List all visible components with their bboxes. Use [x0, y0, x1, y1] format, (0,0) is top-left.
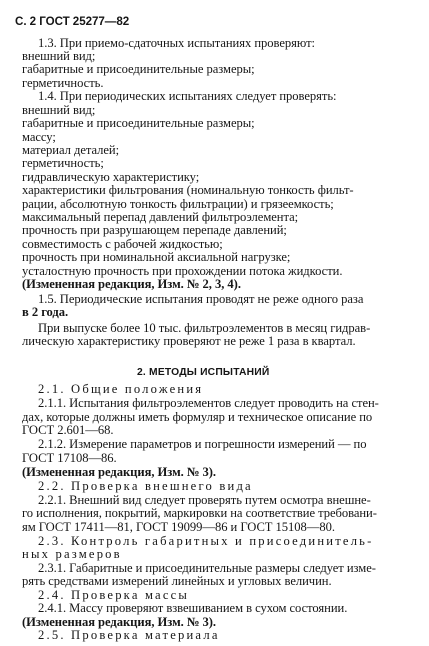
text-line: 2.4. Проверка массы — [38, 587, 190, 602]
text-line: в 2 года. — [22, 304, 69, 319]
text-line: внешний вид; — [22, 48, 96, 63]
text-line: ГОСТ 2.601—68. — [22, 423, 114, 437]
subsection-heading: 2.1. Общие положения — [38, 381, 204, 396]
text-line: ям ГОСТ 17411—81, ГОСТ 19099—86 и ГОСТ 15108—80. — [22, 519, 335, 534]
text-line: прочность при разрушающем перепаде давлений; — [22, 223, 287, 238]
text-line: характеристики фильтрования (номинальную тонкость фильт- — [22, 183, 354, 198]
text-line: (Измененная редакция, Изм. № 3). — [22, 614, 217, 629]
text-line: 2.2.1. Внешний вид следует проверять путем осмотра внешне- — [38, 492, 371, 507]
text-line: габаритные и присоединительные размеры; — [22, 116, 255, 130]
text-line: прочность при номинальной аксиальной нагрузке; — [22, 250, 291, 265]
text-line: 2.5. Проверка материала — [38, 628, 220, 642]
text-line: лическую характеристику проверяют не реже 1 раза в квартал. — [22, 334, 356, 349]
text-line: 2.1.1. Испытания фильтроэлементов следует проводить на стен- — [38, 396, 379, 411]
text-line: дах, которые должны иметь формуляр и техническое описание по — [22, 409, 373, 424]
text-line: 1.3. При приемо-сдаточных испытаниях проверяют: — [38, 35, 315, 50]
text-line: При выпуске более 10 тыс. фильтроэлементов в месяц гидрав- — [38, 321, 371, 335]
subsection-heading: ных размеров — [22, 547, 122, 562]
text-line: массу; — [22, 129, 56, 144]
section-heading: 2. МЕТОДЫ ИСПЫТАНИЙ — [137, 366, 270, 378]
text-line: внешний вид; — [22, 102, 96, 117]
subsection-heading: 2.2. Проверка внешнего вида — [38, 479, 253, 494]
text-line: устaлостную прочность при прохождении потока жидкости. — [22, 263, 343, 278]
text-line: 2.4.1. Массу проверяют взвешиванием в сухом состоянии. — [38, 601, 348, 616]
text-line: 1.5. Периодические испытания проводят не реже одного раза — [38, 291, 364, 306]
text-line: совместимость с рабочей жидкостью; — [22, 236, 223, 251]
amendment-note: (Измененная редакция, Изм. № 3). — [22, 465, 217, 480]
text-line: 1.4. При периодических испытаниях следует проверять: — [38, 89, 337, 104]
text-line: 2.3.1. Габаритные и присоединительные размеры следует изме- — [38, 560, 376, 575]
text-line: максимальный перепад давлений фильтроэлемента; — [22, 210, 299, 224]
text-line: рации, абсолютную тонкость фильтрации) и грязеемкость; — [22, 196, 334, 211]
page-header: С. 2 ГОСТ 25277—82 — [15, 15, 130, 28]
text-line: герметичность. — [22, 75, 104, 90]
text-line: материал деталей; — [22, 142, 120, 157]
text-line: го исполнения, покрытий, маркировки на соответствие требовани- — [22, 506, 377, 521]
subsection-heading: 2.3. Контроль габаритных и присоединитель- — [38, 534, 374, 548]
text-line: рять средствами измерений линейных и угловых величин. — [22, 574, 332, 589]
text-line: гидравлическую характеристику; — [22, 169, 200, 184]
amendment-note: (Измененная редакция, Изм. № 2, 3, 4). — [22, 277, 241, 292]
text-line: габаритные и присоединительные размеры; — [22, 62, 255, 77]
text-line: ГОСТ 17108—86. — [22, 450, 117, 465]
text-line: 2.1.2. Измерение параметров и погрешности измерений — по — [38, 437, 367, 452]
text-line: герметичность; — [22, 156, 104, 171]
